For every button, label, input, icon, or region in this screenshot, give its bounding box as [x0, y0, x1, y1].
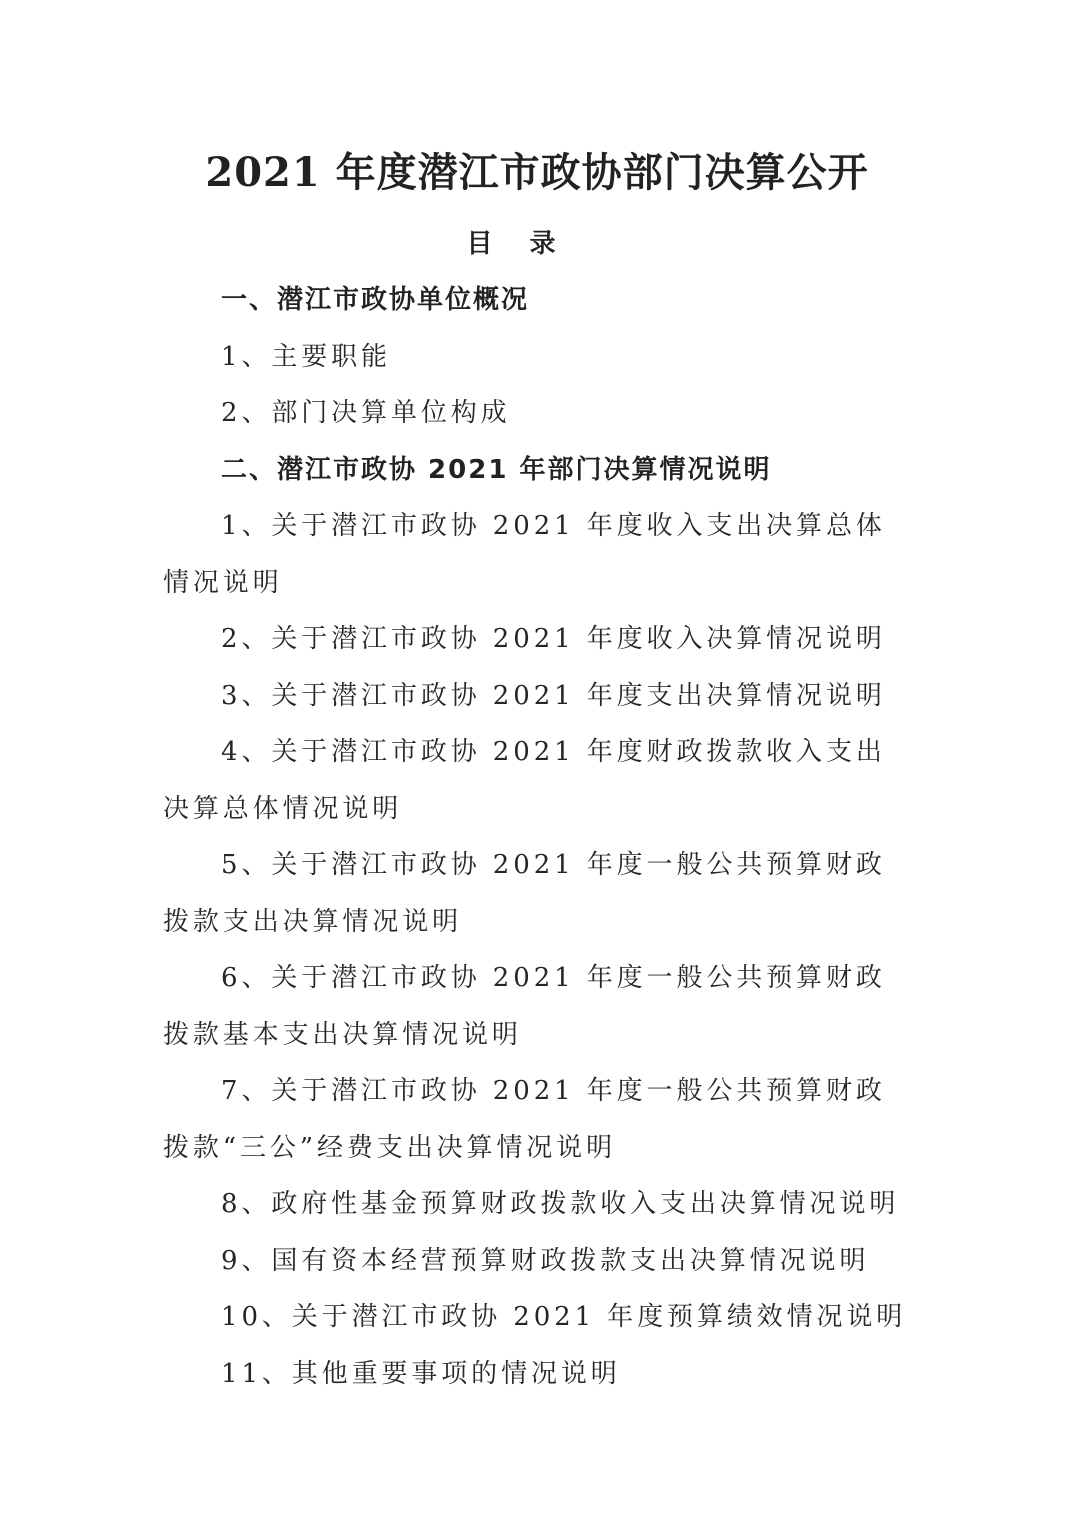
toc-item-three-public-expenses: 7、关于潜江市政协 2021 年度一般公共预算财政拨款“三公”经费支出决算情况说明	[163, 1076, 886, 1163]
document-title: 2021 年度潜江市政协部门决算公开	[205, 149, 869, 196]
table-of-contents	[163, 272, 915, 1402]
toc-item-government-fund-budget: 8、政府性基金预算财政拨款收入支出决算情况说明	[221, 1189, 900, 1219]
toc-item-general-budget-expenditure: 5、关于潜江市政协 2021 年度一般公共预算财政拨款支出决算情况说明	[163, 850, 886, 937]
toc-item-unit-composition: 2、部门决算单位构成	[221, 398, 511, 428]
toc-item-main-functions: 1、主要职能	[221, 341, 391, 372]
toc-item-performance: 10、关于潜江市政协 2021 年度预算绩效情况说明	[221, 1302, 907, 1332]
toc-heading: 目 录	[466, 229, 570, 259]
toc-item-other-matters: 11、其他重要事项的情况说明	[221, 1358, 621, 1389]
toc-item-expenditure: 3、关于潜江市政协 2021 年度支出决算情况说明	[221, 680, 886, 711]
toc-item-income: 2、关于潜江市政协 2021 年度收入决算情况说明	[221, 624, 886, 654]
toc-item-general-budget-basic-expenditure: 6、关于潜江市政协 2021 年度一般公共预算财政拨款基本支出决算情况说明	[163, 963, 886, 1050]
toc-item-state-capital-budget: 9、国有资本经营预算财政拨款支出决算情况说明	[221, 1245, 870, 1276]
toc-section-2: 二、潜江市政协 2021 年部门决算情况说明	[221, 454, 772, 485]
toc-section-1: 一、潜江市政协单位概况	[221, 285, 530, 315]
toc-item-fiscal-appropriation-overall: 4、关于潜江市政协 2021 年度财政拨款收入支出决算总体情况说明	[163, 737, 886, 824]
toc-item-overall-income-expenditure: 1、关于潜江市政协 2021 年度收入支出决算总体情况说明	[163, 511, 886, 598]
